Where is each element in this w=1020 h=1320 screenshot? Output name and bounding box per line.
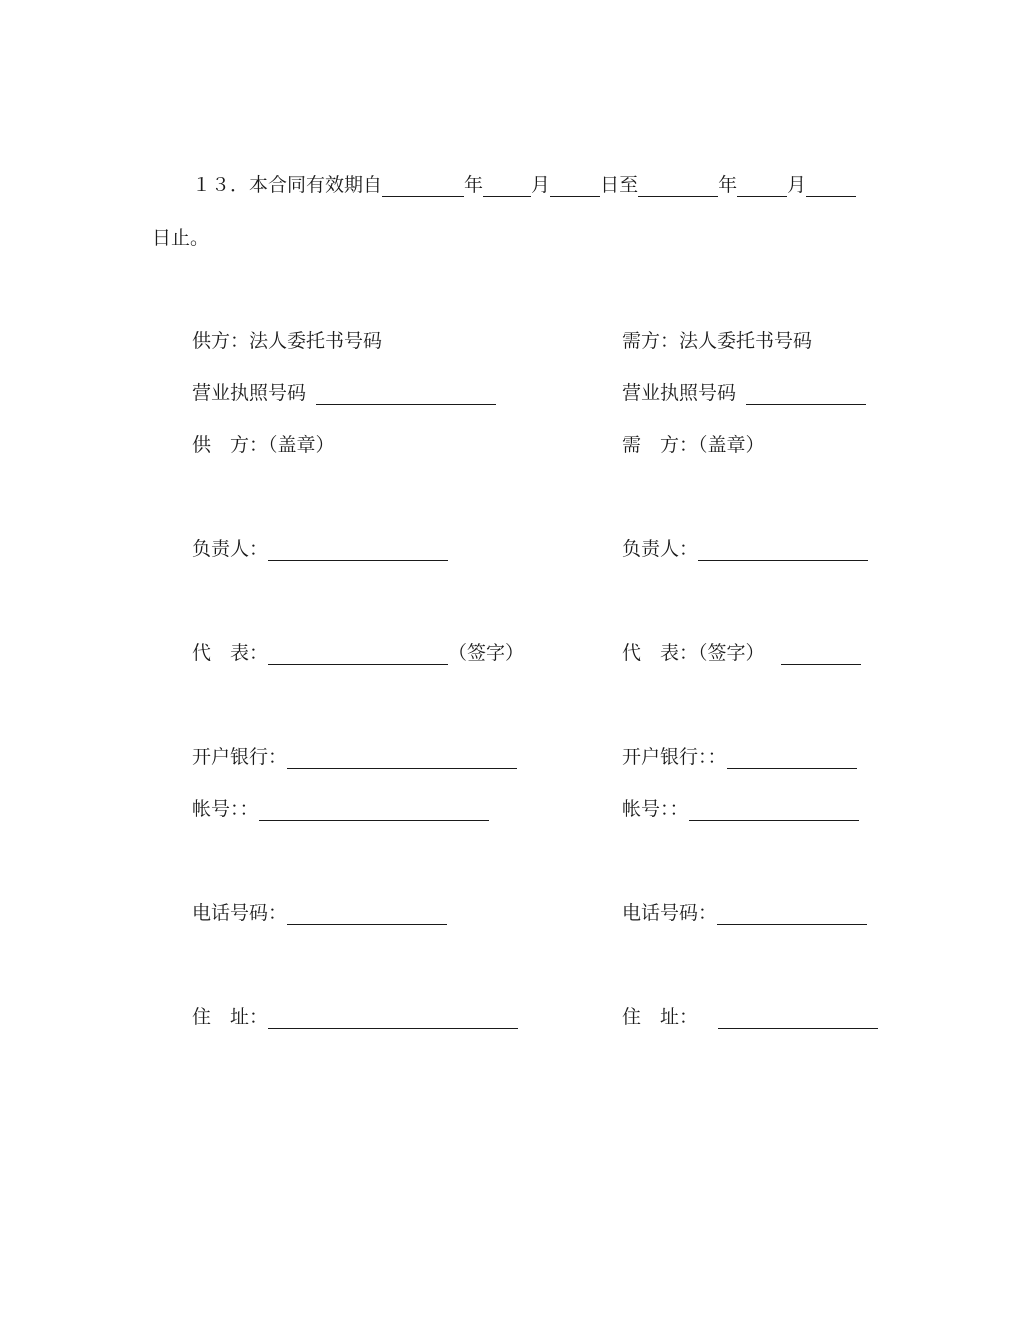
- supplier-license-blank[interactable]: [316, 384, 496, 405]
- buyer-account-line: [622, 797, 859, 821]
- supplier-phone-blank[interactable]: [287, 904, 447, 925]
- supplier-phone-line: [192, 901, 447, 925]
- buyer-bank-label: 开户银行：：: [622, 746, 727, 768]
- supplier-poa-label: 供方：法人委托书号码: [192, 330, 383, 352]
- supplier-bank-line: [192, 745, 517, 769]
- supplier-phone-label: 电话号码：: [192, 902, 288, 924]
- start-month-label: 月: [531, 174, 551, 196]
- clause-number: １３．: [192, 174, 250, 196]
- buyer-license-line: [622, 381, 866, 405]
- supplier-head-label: 负责人：: [192, 538, 269, 560]
- start-year-blank[interactable]: [382, 176, 464, 197]
- buyer-license-label: 营业执照号码: [622, 382, 737, 404]
- buyer-stamp-line: [622, 433, 765, 457]
- end-month-label: 月: [787, 174, 807, 196]
- buyer-phone-label: 电话号码：: [622, 902, 718, 924]
- supplier-stamp-line: [192, 433, 335, 457]
- supplier-account-blank[interactable]: [259, 800, 489, 821]
- supplier-head-line: [192, 537, 448, 561]
- supplier-account-line: [192, 797, 489, 821]
- buyer-license-blank[interactable]: [746, 384, 866, 405]
- end-month-blank[interactable]: [737, 176, 787, 197]
- supplier-rep-label: 代 表：: [192, 642, 269, 664]
- clause-end: 日止。: [152, 227, 210, 249]
- start-day-blank[interactable]: [550, 176, 600, 197]
- start-month-blank[interactable]: [483, 176, 531, 197]
- supplier-bank-blank[interactable]: [287, 748, 517, 769]
- buyer-head-label: 负责人：: [622, 538, 699, 560]
- supplier-license-line: [192, 381, 496, 405]
- supplier-poa-line: [192, 329, 382, 353]
- buyer-bank-blank[interactable]: [727, 748, 857, 769]
- supplier-address-line: [192, 1005, 518, 1029]
- buyer-rep-line: [622, 641, 861, 665]
- buyer-phone-blank[interactable]: [717, 904, 867, 925]
- buyer-address-line: [622, 1005, 878, 1029]
- supplier-rep-line: [192, 641, 524, 665]
- buyer-address-blank[interactable]: [718, 1008, 878, 1029]
- buyer-poa-label: 需方：法人委托书号码: [622, 330, 813, 352]
- supplier-license-label: 营业执照号码: [192, 382, 307, 404]
- buyer-stamp-label: 需 方：（盖章）: [622, 434, 765, 456]
- buyer-head-blank[interactable]: [698, 540, 868, 561]
- supplier-rep-sign: （签字）: [448, 642, 525, 664]
- supplier-stamp-label: 供 方：（盖章）: [192, 434, 335, 456]
- buyer-address-label: 住 址：: [622, 1006, 699, 1028]
- end-day-blank[interactable]: [806, 176, 856, 197]
- day-to-label: 日至: [600, 174, 639, 196]
- supplier-address-blank[interactable]: [268, 1008, 518, 1029]
- clause-13-end-line: [152, 226, 209, 250]
- supplier-head-blank[interactable]: [268, 540, 448, 561]
- clause-13-line: [192, 173, 856, 197]
- buyer-account-blank[interactable]: [689, 800, 859, 821]
- buyer-head-line: [622, 537, 868, 561]
- buyer-phone-line: [622, 901, 867, 925]
- start-year-label: 年: [464, 174, 484, 196]
- end-year-blank[interactable]: [638, 176, 718, 197]
- buyer-poa-line: [622, 329, 812, 353]
- buyer-bank-line: [622, 745, 857, 769]
- clause-prefix: 本合同有效期自: [249, 174, 383, 196]
- supplier-address-label: 住 址：: [192, 1006, 269, 1028]
- supplier-account-label: 帐号：：: [192, 798, 259, 820]
- end-year-label: 年: [718, 174, 738, 196]
- buyer-rep-blank[interactable]: [781, 644, 861, 665]
- buyer-rep-label: 代 表：（签字）: [622, 642, 765, 664]
- buyer-account-label: 帐号：：: [622, 798, 689, 820]
- supplier-bank-label: 开户银行：: [192, 746, 288, 768]
- supplier-rep-blank[interactable]: [268, 644, 448, 665]
